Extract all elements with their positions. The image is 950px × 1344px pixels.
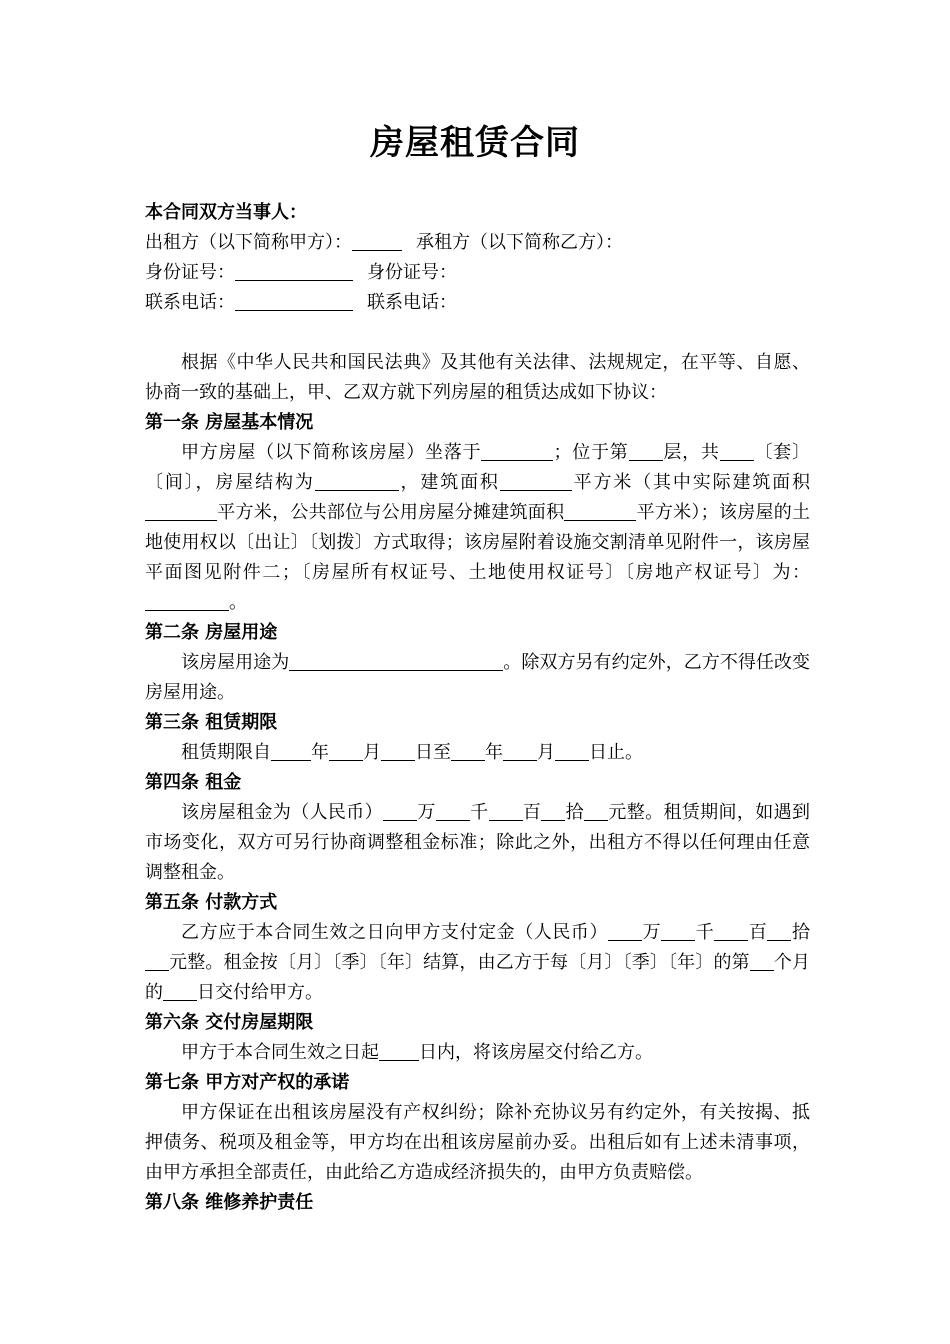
units-blank[interactable] <box>720 440 754 461</box>
pay-day-blank[interactable] <box>163 980 197 1001</box>
article-3-text: 租赁期限自 年 月 日至 年 月 日止。 <box>181 742 643 763</box>
floor-blank[interactable] <box>629 440 663 461</box>
start-day-blank[interactable] <box>381 740 415 761</box>
phone-label-lessee: 联系电话： <box>367 292 457 313</box>
start-month-blank[interactable] <box>329 740 363 761</box>
article-4-text: 该房屋租金为（人民币） 万 千 百 拾 元整。租赁期间，如遇到市场变化，双方可另行协商调整租金标准；除此之外，出租方不得以任何理由任意调整租金。 <box>145 802 811 883</box>
article-5-text: 乙方应于本合同生效之日向甲方支付定金（人民币） 万 千 百 拾元整。租金按〔月〕〔季〕〔年〕结算，由乙方于每〔月〕〔季〕〔年〕的第 个月的 日交付给甲方。 <box>145 922 811 1003</box>
id-line <box>145 258 810 288</box>
rent-yuan-blank[interactable] <box>584 800 608 821</box>
id-label-lessee: 身份证号： <box>367 262 457 283</box>
end-day-blank[interactable] <box>555 740 589 761</box>
rent-bai-blank[interactable] <box>489 800 523 821</box>
article-1-heading: 第一条 房屋基本情况 <box>145 412 314 433</box>
pay-month-blank[interactable] <box>750 950 774 971</box>
deposit-bai-blank[interactable] <box>714 920 748 941</box>
area-blank[interactable] <box>500 470 572 491</box>
deposit-shi-blank[interactable] <box>767 920 791 941</box>
preamble: 根据《中华人民共和国民法典》及其他有关法律、法规规定，在平等、自愿、协商一致的基础上，甲、乙双方就下列房屋的租赁达成如下协议： <box>145 352 810 403</box>
article-1-text: 甲方房屋（以下简称该房屋）坐落于 ；位于第 层，共 〔套〕〔间〕，房屋结构为 ，建筑面积 平方米（其中实际建筑面积平方米，公共部位与公用房屋分摊建筑面积 平方米）；该房屋的土地使用权以〔出让〕〔划拨〕方式取得；该房屋附着设施交割清单见附件一，该房屋平面图见附件二；〔房屋所有权证号、土地使用权证号〕〔房地产权证号〕为：。 <box>145 442 811 613</box>
parties-line <box>145 228 810 258</box>
article-2-text: 该房屋用途为 。除双方另有约定外，乙方不得任改变房屋用途。 <box>145 652 811 703</box>
phone-line <box>145 288 810 318</box>
rent-wan-blank[interactable] <box>383 800 417 821</box>
article-4-heading: 第四条 租金 <box>145 772 242 793</box>
article-8-heading: 第八条 维修养护责任 <box>145 1192 314 1213</box>
end-month-blank[interactable] <box>503 740 537 761</box>
deposit-wan-blank[interactable] <box>608 920 642 941</box>
id-label-lessor: 身份证号： <box>145 262 235 283</box>
article-2-heading: 第二条 房屋用途 <box>145 622 278 643</box>
article-7-text: 甲方保证在出租该房屋没有产权纠纷；除补充协议另有约定外，有关按揭、抵押债务、税项及租金等，甲方均在出租该房屋前办妥。出租后如有上述未清事项，由甲方承担全部责任，由此给乙方造成经济损失的，由甲方负责赔偿。 <box>145 1102 810 1183</box>
parties-heading: 本合同双方当事人： <box>145 202 307 223</box>
delivery-days-blank[interactable] <box>379 1040 419 1061</box>
lessor-label: 出租方（以下简称甲方）： <box>145 232 352 253</box>
deposit-qian-blank[interactable] <box>661 920 695 941</box>
article-6-heading: 第六条 交付房屋期限 <box>145 1012 314 1033</box>
deposit-yuan-blank[interactable] <box>145 950 169 971</box>
cert-no-blank[interactable] <box>145 590 229 611</box>
lessor-blank[interactable] <box>352 230 402 251</box>
structure-blank[interactable] <box>315 470 399 491</box>
shared-area-blank[interactable] <box>564 500 636 521</box>
actual-area-blank[interactable] <box>145 500 217 521</box>
article-7-heading: 第七条 甲方对产权的承诺 <box>145 1072 350 1093</box>
start-year-blank[interactable] <box>271 740 311 761</box>
id-blank[interactable] <box>235 260 353 281</box>
rent-shi-blank[interactable] <box>541 800 565 821</box>
document-title: 房屋租赁合同 <box>370 123 580 163</box>
article-5-heading: 第五条 付款方式 <box>145 892 278 913</box>
contract-body <box>145 198 810 1218</box>
article-6-text: 甲方于本合同生效之日起 日内，将该房屋交付给乙方。 <box>181 1042 653 1063</box>
lessee-label: 承租方（以下简称乙方）： <box>416 232 623 253</box>
rent-qian-blank[interactable] <box>436 800 470 821</box>
phone-blank[interactable] <box>235 290 353 311</box>
phone-label-lessor: 联系电话： <box>145 292 235 313</box>
end-year-blank[interactable] <box>451 740 485 761</box>
location-blank[interactable] <box>481 440 553 461</box>
article-3-heading: 第三条 租赁期限 <box>145 712 278 733</box>
usage-blank[interactable] <box>289 650 503 671</box>
